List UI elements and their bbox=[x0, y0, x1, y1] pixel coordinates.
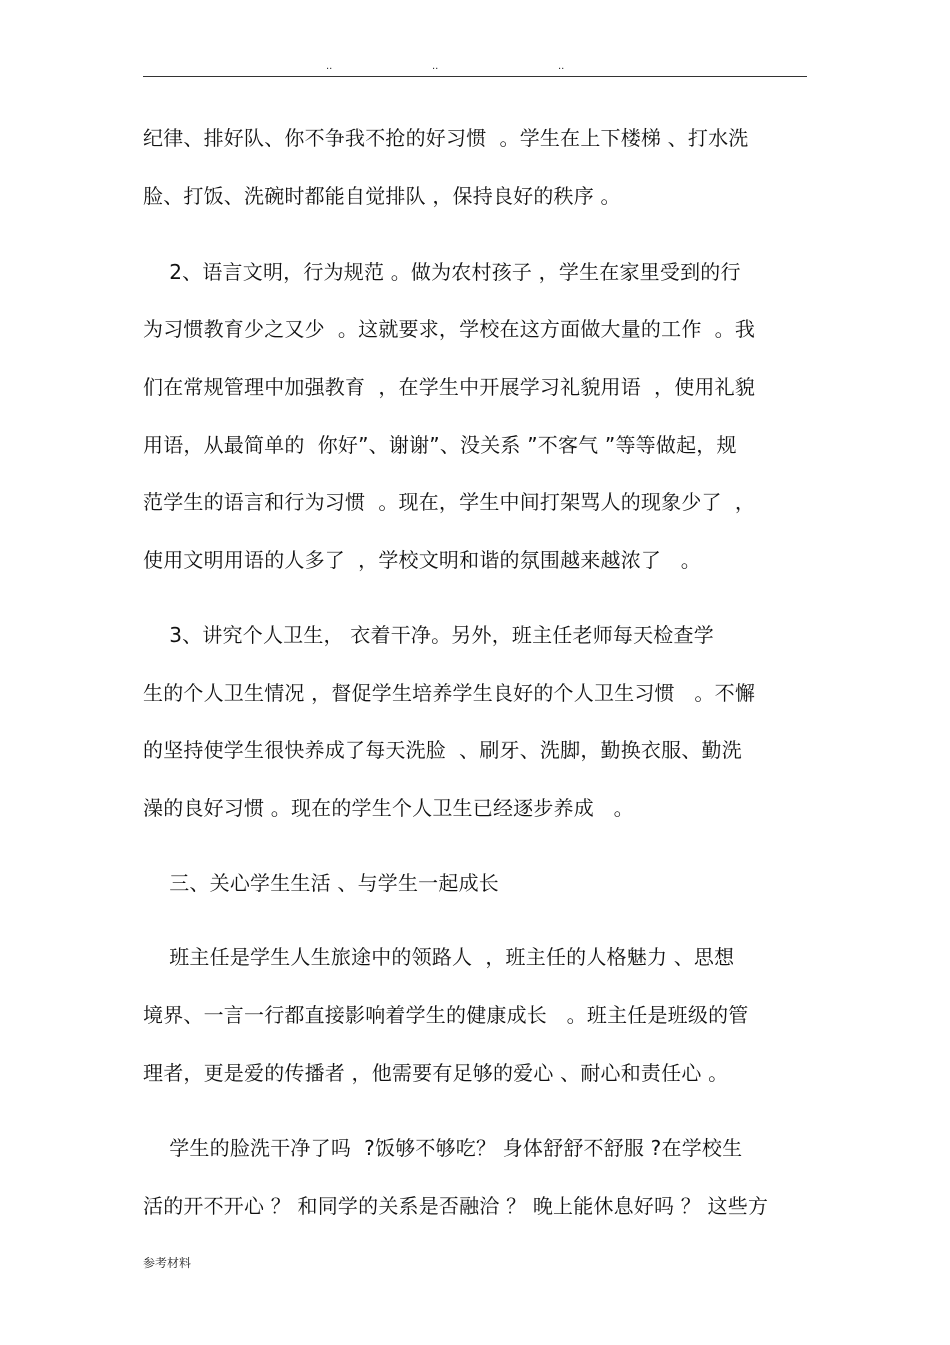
text-line: 境界、一言一行都直接影响着学生的健康成长 。班主任是班级的管 bbox=[143, 1003, 749, 1027]
text-line: 范学生的语言和行为习惯 。现在，学生中间打架骂人的现象少了 ， bbox=[143, 490, 756, 514]
text-line: 纪律、排好队、你不争我不抢的好习惯 。学生在上下楼梯 、打水洗 bbox=[143, 126, 749, 150]
section-heading: 三、关心学生生活 、与学生一起成长 bbox=[143, 871, 499, 895]
text-line: 脸、打饭、洗碗时都能自觉排队 ，保持良好的秩序 。 bbox=[143, 184, 621, 208]
text-line: 理者，更是爱的传播者 ，他需要有足够的爱心 、耐心和责任心 。 bbox=[143, 1061, 729, 1085]
text-line: 为习惯教育少之又少 。这就要求，学校在这方面做大量的工作 。我 bbox=[143, 317, 756, 341]
header-dot-mark: .. bbox=[558, 61, 565, 72]
text-line: 3、讲究个人卫生， 衣着干净。另外，班主任老师每天检查学 bbox=[143, 623, 714, 647]
text-line: 使用文明用语的人多了 ，学校文明和谐的氛围越来越浓了 。 bbox=[143, 548, 701, 572]
header-dot-mark: .. bbox=[432, 61, 439, 72]
header-rule bbox=[143, 76, 807, 77]
text-line: 2、语言文明，行为规范 。做为农村孩子 ，学生在家里受到的行 bbox=[143, 260, 741, 284]
page-header bbox=[0, 62, 950, 74]
text-line: 的坚持使学生很快养成了每天洗脸 、刷牙、洗脚，勤换衣服、勤洗 bbox=[143, 738, 742, 762]
text-line: 澡的良好习惯 。现在的学生个人卫生已经逐步养成 。 bbox=[143, 796, 634, 820]
text-line: 学生的脸洗干净了吗 ?饭够不够吃？ 身体舒舒不舒服 ?在学校生 bbox=[143, 1136, 743, 1160]
text-line: 们在常规管理中加强教育 ，在学生中开展学习礼貌用语 ，使用礼貌 bbox=[143, 375, 756, 399]
text-line: 用语，从最简单的 你好”、谢谢”、没关系 ”不客气 ”等等做起，规 bbox=[143, 433, 737, 457]
header-dot-mark: .. bbox=[326, 61, 333, 72]
footer-label: 参考材料 bbox=[143, 1256, 192, 1270]
text-line: 活的开不开心 ？ 和同学的关系是否融洽 ？ 晚上能休息好吗 ？ 这些方 bbox=[143, 1194, 769, 1218]
text-line: 生的个人卫生情况 ，督促学生培养学生良好的个人卫生习惯 。不懈 bbox=[143, 681, 756, 705]
text-line: 班主任是学生人生旅途中的领路人 ，班主任的人格魅力 、思想 bbox=[143, 945, 735, 969]
